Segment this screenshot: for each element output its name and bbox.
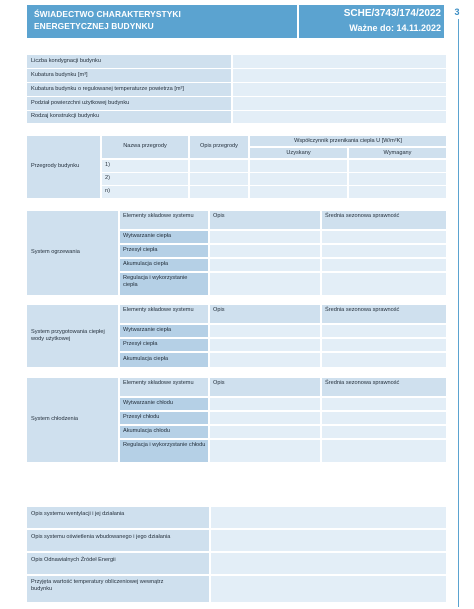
heating-elements-header: Elementy składowe systemu [123, 213, 194, 219]
cooling-desc-header: Opis [213, 380, 225, 386]
heating-group-label: System ogrzewania [31, 249, 80, 255]
hot-water-element-label: Przesył ciepła [123, 341, 158, 347]
cooling-elements-header: Elementy składowe systemu [123, 380, 194, 386]
building-value-cell [233, 83, 446, 96]
heating-element-label: Akumulacja ciepła [123, 261, 169, 267]
cooling-element-label: Wytwarzanie chłodu [123, 400, 174, 406]
partition-row-number: n) [105, 188, 110, 194]
page-edge-line [458, 19, 459, 607]
page-number: 3 [454, 7, 460, 17]
hot-water-eff-header: Średnia sezonowa sprawność [325, 307, 400, 313]
partitions-table [27, 136, 446, 198]
building-row-label: Podział powierzchni użytkowej budynku [31, 100, 130, 106]
heating-desc-header: Opis [213, 213, 225, 219]
cooling-element-label: Regulacja i wykorzystanie chłodu [123, 442, 206, 448]
partitions-group-label: Przegrody budynku [31, 163, 80, 169]
document-title [34, 9, 294, 32]
hot-water-element-label: Wytwarzanie ciepła [123, 327, 172, 333]
cooling-element-label: Przesył chłodu [123, 414, 160, 420]
heating-element-label: Wytwarzanie ciepła [123, 233, 172, 239]
heating-element-label: Regulacja i wykorzystanie ciepła [123, 275, 188, 288]
heating-eff-header: Średnia sezonowa sprawność [325, 213, 400, 219]
hot-water-element-label: Akumulacja ciepła [123, 356, 169, 362]
hot-water-desc-header: Opis [213, 307, 225, 313]
cooling-eff-header: Średnia sezonowa sprawność [325, 380, 400, 386]
valid-until-date: Ważne do: 14.11.2022 [349, 23, 441, 33]
building-value-cell [233, 111, 446, 123]
description-row-label: Przyjęta wartość temperatury obliczeniowej wewnątrz budynku [31, 579, 164, 592]
partition-name-header: Nazwa przegrody [123, 143, 167, 149]
building-row-label: Liczba kondygnacji budynku [31, 58, 101, 64]
hot-water-group-label: System przygotowania ciepłej wody użytkowej [31, 329, 105, 342]
cooling-system-table [27, 378, 446, 462]
description-row-label: Opis systemu oświetlenia wbudowanego i jego działania [31, 534, 171, 540]
building-row-label: Kubatura budynku o regulowanej temperaturze powietrza [m³] [31, 86, 184, 92]
title-line-2: ENERGETYCZNEJ BUDYNKU [34, 20, 154, 31]
description-row-label: Opis systemu wentylacji i jej działania [31, 511, 125, 517]
heating-element-label: Przesył ciepła [123, 247, 158, 253]
cooling-element-label: Akumulacja chłodu [123, 428, 170, 434]
title-line-1: ŚWIADECTWO CHARAKTERYSTYKI [34, 9, 181, 19]
building-value-cell [233, 69, 446, 82]
description-value-cell [211, 530, 446, 551]
building-value-cell [233, 55, 446, 68]
partition-desc-header: Opis przegrody [200, 143, 238, 149]
heating-system-table [27, 211, 446, 295]
description-value-cell [211, 576, 446, 602]
u-required-header: Wymagany [383, 150, 412, 156]
hot-water-elements-header: Elementy składowe systemu [123, 307, 194, 313]
partition-row-number: 1) [105, 162, 110, 168]
description-row-label: Opis Odnawialnych Źródeł Energii [31, 557, 116, 563]
building-value-cell [233, 97, 446, 110]
certificate-number: SCHE/3743/174/2022 [343, 8, 441, 19]
description-value-cell [211, 507, 446, 528]
u-obtained-header: Uzyskany [286, 150, 311, 156]
u-coefficient-header: Współczynnik przenikania ciepła U [W/m²K] [294, 138, 402, 144]
description-value-cell [211, 553, 446, 574]
cooling-group-label: System chłodzenia [31, 416, 78, 422]
building-row-label: Kubatura budynku [m³] [31, 72, 88, 78]
partition-row-number: 2) [105, 175, 110, 181]
building-row-label: Rodzaj konstrukcji budynku [31, 113, 100, 119]
hot-water-system-table [27, 305, 446, 367]
building-info-table [27, 55, 446, 123]
system-descriptions-table [27, 507, 446, 602]
